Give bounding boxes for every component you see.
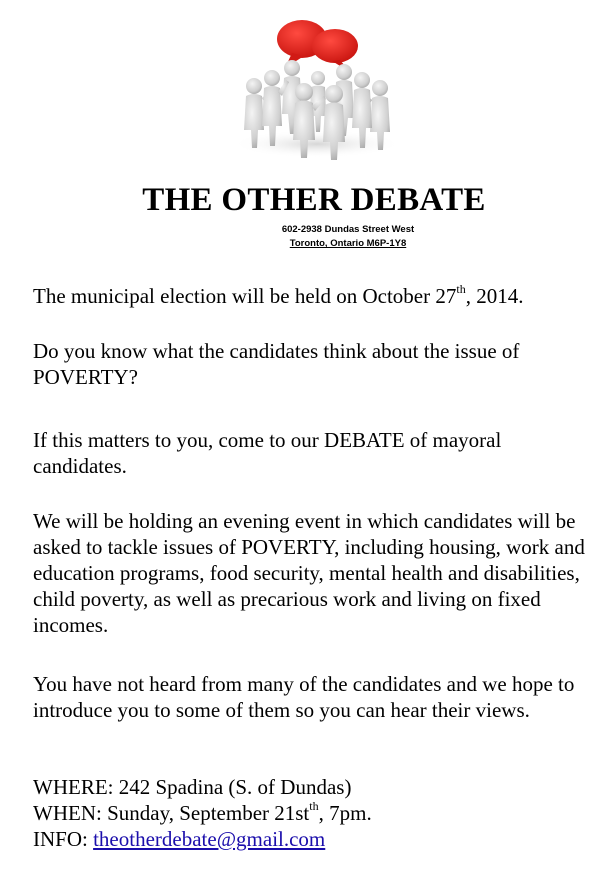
debate-invite-paragraph: If this matters to you, come to our DEBATE of mayoral candidates.	[33, 428, 502, 478]
election-date-text: The municipal election will be held on October 27	[33, 284, 457, 308]
address-street: 602-2938 Dundas Street West	[281, 224, 415, 235]
election-date-paragraph	[33, 283, 593, 309]
when-text: WHEN: Sunday, September 21st	[33, 801, 310, 825]
address-city: Toronto, Ontario M6P-1Y8	[289, 238, 407, 249]
poverty-question-paragraph: Do you know what the candidates think about the issue of POVERTY?	[33, 339, 520, 389]
where-line: WHERE: 242 Spadina (S. of Dundas)	[33, 775, 352, 799]
info-line	[33, 826, 593, 852]
email-link[interactable]: theotherdebate@gmail.com	[93, 827, 326, 851]
when-time: , 7pm.	[318, 801, 372, 825]
election-date-ordinal: th	[456, 282, 466, 296]
flyer-title: THE OTHER DEBATE	[142, 182, 486, 218]
when-ordinal: th	[309, 799, 319, 813]
election-date-year: , 2014.	[465, 284, 524, 308]
info-label: INFO:	[33, 827, 94, 851]
when-line	[33, 800, 593, 826]
event-details	[33, 774, 593, 852]
candidates-intro-paragraph: You have not heard from many of the candidates and we hope to introduce you to some of them so you can hear their views.	[33, 672, 575, 722]
discussion-group-illustration	[222, 6, 412, 166]
event-description-paragraph: We will be holding an evening event in which candidates will be asked to tackle issues of POVERTY, including housing, work and education programs, food security, mental health and disabilities, child poverty, as well as precarious work and living on fixed incomes.	[33, 509, 585, 637]
